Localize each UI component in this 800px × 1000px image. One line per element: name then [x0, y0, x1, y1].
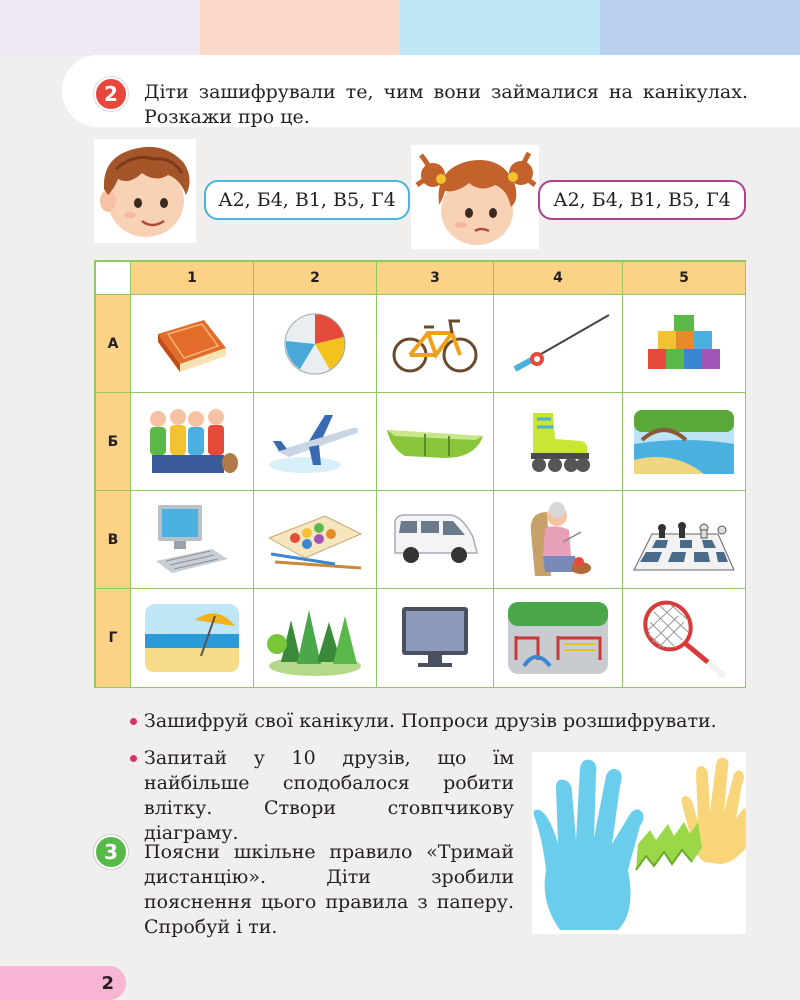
grid-col-header: 3 [376, 261, 494, 295]
grid-cell-a5 [622, 294, 746, 393]
strip-peach [200, 0, 400, 56]
grid-cell-a2 [253, 294, 377, 393]
grid-cell-v1 [130, 490, 254, 589]
girl-code-box: А2, Б4, В1, В5, Г4 [538, 180, 746, 220]
paints-icon [265, 508, 365, 572]
grid-cell-b1 [130, 392, 254, 491]
minibus-icon [389, 511, 481, 569]
grid-cell-a1 [130, 294, 254, 393]
grid-cell-a4 [493, 294, 623, 393]
grid-row-header: Г [95, 588, 131, 688]
grid-cell-v5 [622, 490, 746, 589]
grid-cell-g1 [130, 588, 254, 688]
paper-hands-image [532, 752, 746, 934]
girl-face-image [411, 145, 539, 249]
roller-skates-icon [523, 409, 593, 475]
boat-icon [385, 422, 485, 462]
fishing-rod-icon [503, 311, 613, 377]
beach-umbrella-icon [145, 604, 239, 672]
river-bridge-icon [634, 410, 734, 474]
beach-ball-icon [282, 311, 348, 377]
bicycle-icon [390, 313, 480, 375]
grid-col-header: 2 [253, 261, 377, 295]
bullet-dot [130, 755, 137, 762]
task-2-badge: 2 [94, 77, 128, 111]
grid-cell-v3 [376, 490, 494, 589]
playground-icon [508, 602, 608, 674]
task-3-badge: 3 [94, 835, 128, 869]
grid-cell-b3 [376, 392, 494, 491]
grid-cell-a3 [376, 294, 494, 393]
task-2-text: Діти зашифрували те, чим вони займалися на канікулах. Розкажи про це. [144, 81, 748, 128]
grid-cell-b5 [622, 392, 746, 491]
grid-cell-g5 [622, 588, 746, 688]
strip-lavender [0, 0, 200, 56]
bullet-text: Зашифруй свої канікули. Попроси друзів розшифрувати. [144, 710, 717, 732]
airplane-icon [265, 407, 365, 477]
grid-cell-g3 [376, 588, 494, 688]
strip-blue [600, 0, 800, 56]
task-3-text: Поясни шкільне правило «Тримай дистанцію». Діти зробили пояснення цього правила з паперу. Спробуй і ти. [144, 841, 514, 938]
grid-corner [95, 261, 131, 295]
book-icon [152, 312, 232, 376]
grid-cell-g4 [493, 588, 623, 688]
grid-cell-g2 [253, 588, 377, 688]
grid-col-header: 4 [493, 261, 623, 295]
strip-sky [400, 0, 600, 56]
tv-icon [400, 605, 470, 671]
grid-row-header: В [95, 490, 131, 589]
boy-code-box: А2, Б4, В1, В5, Г4 [204, 180, 410, 220]
bullet-text: Запитай у 10 друзів, що їм найбільше сподобалося робити влітку. Створи стовпчикову діаграму. [144, 747, 514, 844]
forest-icon [267, 600, 363, 676]
friends-icon [144, 405, 240, 479]
boy-face-image [94, 139, 196, 243]
grid-cell-v2 [253, 490, 377, 589]
tennis-racket-icon [638, 598, 730, 678]
grid-cell-v4 [493, 490, 623, 589]
grid-row-header: А [95, 294, 131, 393]
toy-blocks-icon [644, 313, 724, 375]
grid-cell-b4 [493, 392, 623, 491]
activity-grid [94, 260, 746, 688]
page-number: 2 [0, 966, 126, 1000]
grid-col-header: 1 [130, 261, 254, 295]
grid-col-header: 5 [622, 261, 746, 295]
top-color-strip [0, 0, 800, 56]
grid-cell-b2 [253, 392, 377, 491]
grid-row-header: Б [95, 392, 131, 491]
grandma-knitting-icon [523, 502, 593, 578]
computer-icon [152, 503, 232, 577]
chess-icon [632, 508, 736, 572]
bullet-dot [130, 718, 137, 725]
